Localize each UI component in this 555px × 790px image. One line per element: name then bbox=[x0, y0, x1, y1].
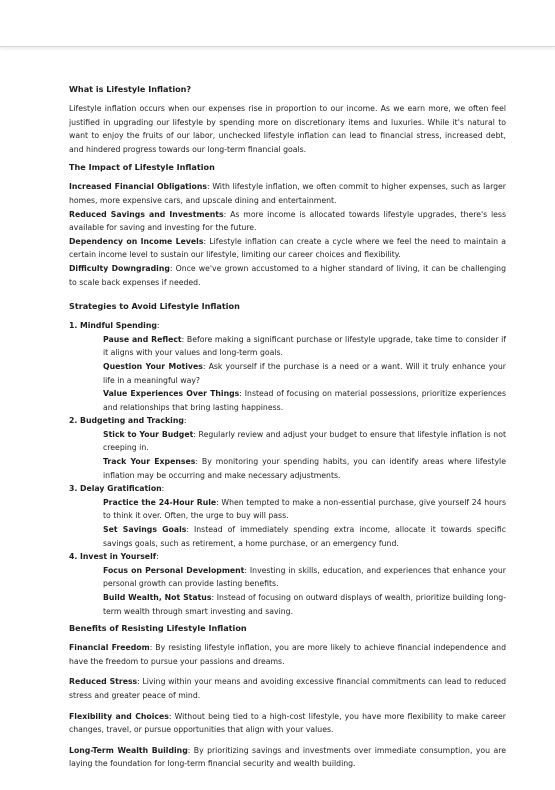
strategy-sub-item: Pause and Reflect: Before making a significant purchase or lifestyle upgrade, take time to consider if it aligns with your values and long-term goals. bbox=[103, 334, 506, 358]
impact-list bbox=[69, 180, 506, 289]
intro-paragraph: Lifestyle inflation occurs when our expenses rise in proportion to our income. As we earn more, we often feel justified in upgrading our lifestyle by spending more on discretionary items and luxuries. While it's natural to want to enjoy the fruits of our labor, unchecked lifestyle inflation can lead to financial stress, increased debt, and hindered progress towards our long-term financial goals. bbox=[69, 104, 506, 154]
heading-benefits: Benefits of Resisting Lifestyle Inflation bbox=[69, 623, 247, 634]
benefit-item: Flexibility and Choices: Without being tied to a high-cost lifestyle, you have more flexibility to make career changes, travel, or pursue opportunities that align with your values. bbox=[69, 711, 506, 735]
strategy-sub-item: Focus on Personal Development: Investing in skills, education, and experiences that enhance your personal growth can provide lasting benefits. bbox=[103, 565, 506, 589]
strategy-sub-item: Value Experiences Over Things: Instead of focusing on material possessions, prioritize experiences and relationships that bring lasting happiness. bbox=[103, 389, 506, 412]
strategy-title: 3. Delay Gratification: bbox=[69, 484, 165, 494]
heading-what-is-lifestyle-inflation: What is Lifestyle Inflation? bbox=[69, 84, 192, 94]
strategy-title: 2. Budgeting and Tracking: bbox=[69, 416, 187, 426]
strategy-title: 1. Mindful Spending: bbox=[69, 321, 160, 331]
impact-text: : Once we've grown accustomed to a higher standard of living, it can be challenging to scale back expenses if needed. bbox=[69, 263, 506, 287]
strategy-sub-item: Question Your Motives: Ask yourself if the purchase is a need or a want. Will it truly enhance your life in a meaningful way? bbox=[103, 361, 506, 385]
benefit-item: Reduced Stress: Living within your means and avoiding excessive financial commitments can lead to reduced stress and greater peace of mind. bbox=[69, 677, 506, 700]
document-page bbox=[69, 84, 506, 771]
strategy-sub-item: Track Your Expenses: By monitoring your spending habits, you can identify areas where lifestyle inflation may be occurring and make necessary adjustments. bbox=[103, 457, 506, 480]
impact-text: : With lifestyle inflation, we often commit to higher expenses, such as larger homes, more expensive cars, and upscale dining and entertainment. bbox=[69, 182, 506, 205]
impact-term: Increased Financial Obligations bbox=[69, 182, 207, 192]
strategy-sub-item: Stick to Your Budget: Regularly review and adjust your budget to ensure that lifestyle inflation is not creeping in. bbox=[103, 429, 506, 453]
strategy-list bbox=[69, 319, 506, 618]
impact-text: : As more income is allocated towards lifestyle upgrades, there's less available for saving and investing for the future. bbox=[69, 209, 507, 233]
impact-item bbox=[69, 180, 506, 207]
impact-text: : Lifestyle inflation can create a cycle where we feel the need to maintain a certain income level to sustain our lifestyle, limiting our career choices and flexibility. bbox=[69, 236, 507, 260]
benefit-item: Financial Freedom: By resisting lifestyle inflation, you are more likely to achieve financial independence and have the freedom to pursue your passions and dreams. bbox=[69, 643, 506, 666]
impact-item bbox=[69, 235, 506, 262]
strategy-sub-item: Set Savings Goals: Instead of immediately spending extra income, allocate it towards specific savings goals, such as retirement, a home purchase, or an emergency fund. bbox=[103, 525, 506, 548]
strategy-title: 4. Invest in Yourself: bbox=[69, 552, 159, 562]
strategy-sub-item: Build Wealth, Not Status: Instead of focusing on outward displays of wealth, prioritize building long-term wealth through smart investing and saving. bbox=[103, 593, 506, 616]
impact-item bbox=[69, 262, 506, 289]
heading-strategies: Strategies to Avoid Lifestyle Inflation bbox=[69, 301, 240, 312]
impact-term: Dependency on Income Levels bbox=[69, 236, 204, 246]
impact-item bbox=[69, 208, 506, 235]
heading-impact: The Impact of Lifestyle Inflation bbox=[69, 162, 215, 173]
benefit-item: Long-Term Wealth Building: By prioritizing savings and investments over immediate consumption, you are laying the foundation for long-term financial security and wealth building. bbox=[69, 745, 507, 769]
top-toolbar bbox=[0, 0, 555, 47]
impact-term: Reduced Savings and Investments bbox=[69, 209, 224, 219]
impact-term: Difficulty Downgrading bbox=[69, 263, 170, 273]
strategy-sub-item: Practice the 24-Hour Rule: When tempted to make a non-essential purchase, give yourself 24 hours to think it over. Often, the urge to buy will pass. bbox=[103, 497, 506, 521]
